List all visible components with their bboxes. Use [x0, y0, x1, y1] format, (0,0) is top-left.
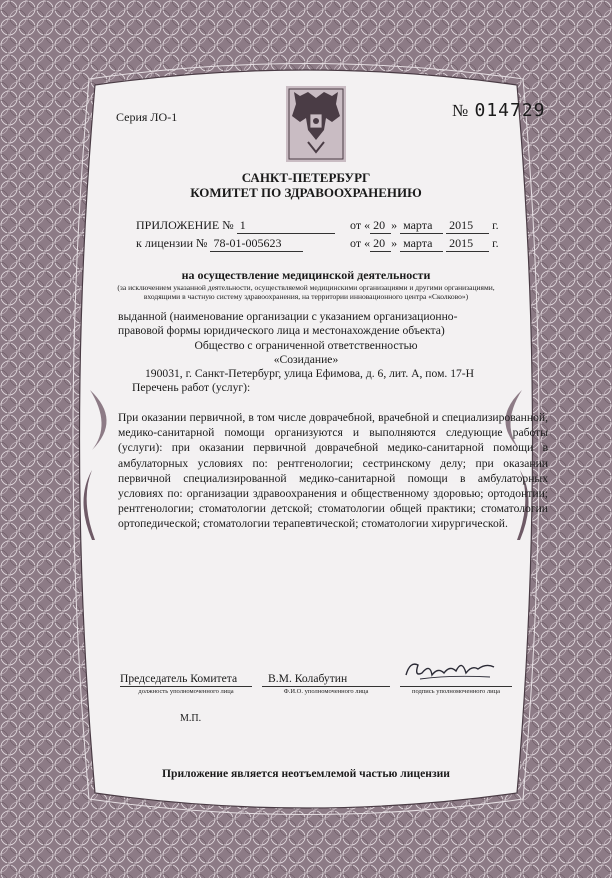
activity-note: (за исключением указанной деятельности, осуществляемой медицинскими организациями и другими организациями, входящими в частную систему здравоохранения, на территории инновационного центра «Сколково»)	[117, 283, 495, 301]
license-date: от « 20 » марта 2015 г.	[350, 236, 499, 250]
issued-line-2: правовой формы юридического лица и местонахождение объекта)	[118, 324, 445, 337]
series-label: Серия ЛО-1	[116, 110, 178, 124]
number-prefix: №	[452, 101, 470, 120]
appendix-from-label: от «	[350, 218, 371, 232]
organization-line-1: Общество с ограниченной ответственностью	[194, 339, 418, 352]
name-caption: Ф.И.О. уполномоченного лица	[283, 688, 369, 695]
license-from-label: от «	[350, 236, 371, 250]
footer-note: Приложение является неотъемлемой частью лицензии	[162, 767, 450, 780]
city-title: САНКТ-ПЕТЕРБУРГ	[241, 170, 371, 185]
handwritten-signature-icon	[400, 655, 500, 687]
organization-address: 190031, г. Санкт-Петербург, улица Ефимова, д. 6, лит. А, пом. 17-Н	[145, 367, 475, 380]
coat-of-arms-icon	[286, 86, 346, 162]
position-caption: должность уполномоченного лица	[138, 688, 234, 695]
appendix-date: от « 20 » марта 2015 г.	[350, 218, 499, 232]
activity-title: на осуществление медицинской деятельности	[181, 268, 431, 282]
license-year: 2015	[446, 236, 489, 252]
appendix-year-suffix: г.	[492, 218, 499, 232]
stamp-place-label: М.П.	[180, 713, 202, 724]
signature-line	[400, 686, 512, 687]
name-line	[262, 686, 390, 687]
license-day: 20	[370, 236, 391, 252]
document-number	[452, 100, 546, 121]
signer-position: Председатель Комитета	[120, 672, 238, 685]
appendix-number: 1	[237, 218, 335, 234]
license-year-suffix: г.	[492, 236, 499, 250]
issued-line-1: выданной (наименование организации с указанием организационно-	[118, 310, 458, 323]
signature-caption: подпись уполномоченного лица	[411, 688, 501, 695]
license-label: к лицензии №	[136, 236, 208, 250]
organization-line-2: «Созидание»	[273, 353, 339, 366]
appendix-row	[136, 218, 335, 234]
number-value: 014729	[474, 100, 546, 121]
committee-title: КОМИТЕТ ПО ЗДРАВООХРАНЕНИЮ	[190, 185, 422, 200]
appendix-month: марта	[400, 218, 443, 234]
appendix-day: 20	[370, 218, 391, 234]
license-row	[136, 236, 303, 252]
position-line	[120, 686, 252, 687]
appendix-label: ПРИЛОЖЕНИЕ №	[136, 218, 234, 232]
works-list-text: При оказании первичной, в том числе доврачебной, врачебной и специализированной, медико-санитарной помощи организуются и выполняются следующие работы (услуги): при оказании первичной доврачебной медико-санитарной помощи в амбулаторных условиях по: рентгенологии; сестринскому делу; при оказании первичной специализированной медико-санитарной помощи в амбулаторных условиях по: организации здравоохранения и общественному здоровью; ортодонтии; рентгенологии; стоматологии детской; стоматологии общей практики; стоматологии ортопедической; стоматологии терапевтической; стоматологии хирургической.	[118, 411, 548, 531]
license-number: 78-01-005623	[210, 236, 303, 252]
signer-name: В.М. Колабутин	[268, 672, 348, 685]
appendix-year: 2015	[446, 218, 489, 234]
works-label: Перечень работ (услуг):	[132, 381, 251, 394]
license-month: марта	[400, 236, 443, 252]
